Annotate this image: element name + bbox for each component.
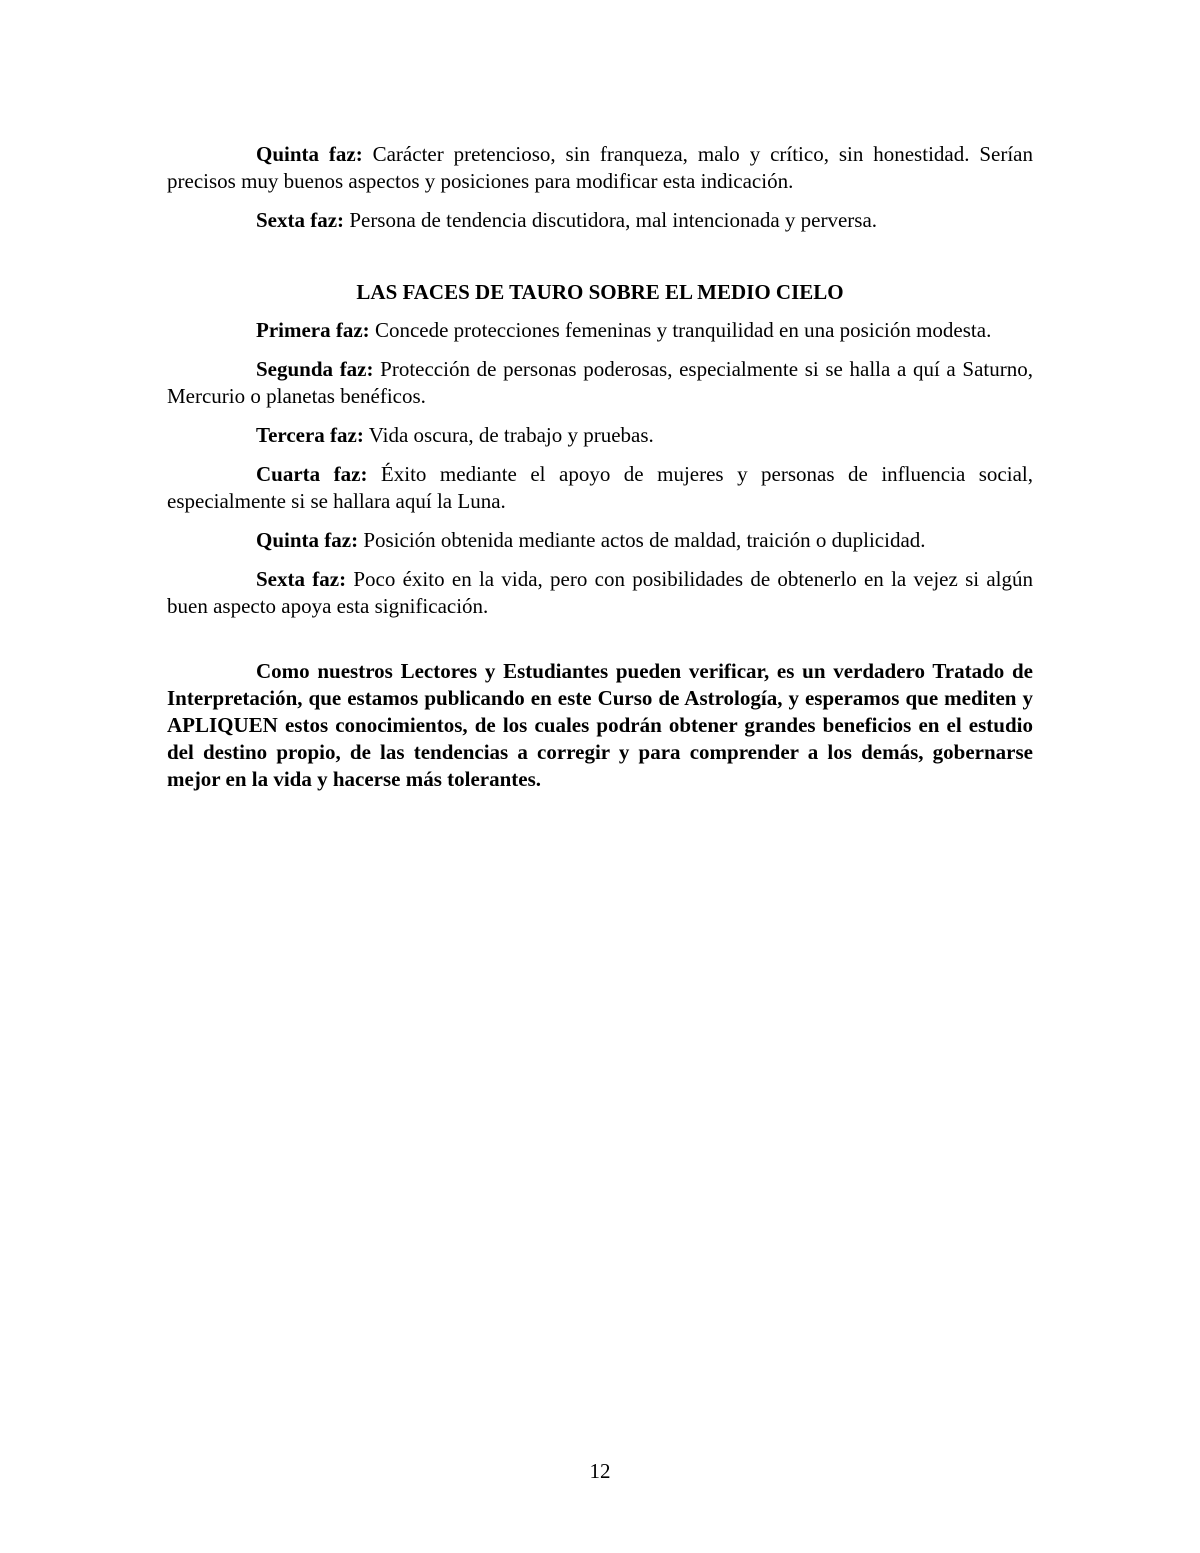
- paragraph-label: Sexta faz:: [256, 208, 345, 232]
- paragraph-sexta-faz-intro: [167, 207, 1033, 234]
- paragraph-label: Quinta faz:: [256, 528, 359, 552]
- section-heading: LAS FACES DE TAURO SOBRE EL MEDIO CIELO: [356, 280, 844, 304]
- paragraph-label: Cuarta faz:: [256, 462, 368, 486]
- paragraph-text: Posición obtenida mediante actos de maldad, traición o duplicidad.: [358, 528, 926, 552]
- paragraph-label: Quinta faz:: [256, 142, 363, 166]
- paragraph-tercera-faz: [167, 422, 1033, 449]
- closing-paragraph: Como nuestros Lectores y Estudiantes pueden verificar, es un verdadero Tratado de Interpretación, que estamos publicando en este Curso de Astrología, y esperamos que mediten y APLIQUEN estos conocimientos, de los cuales podrán obtener grandes beneficios en el estudio del destino propio, de las tendencias a corregir y para comprender a los demás, gobernarse mejor en la vida y hacerse más tolerantes.: [167, 659, 1033, 791]
- paragraph-sexta-faz: [167, 566, 1033, 620]
- paragraph-quinta-faz: [167, 527, 1033, 554]
- paragraph-text: Persona de tendencia discutidora, mal intencionada y perversa.: [344, 208, 878, 232]
- page-number: 12: [589, 1459, 611, 1483]
- paragraph-primera-faz: [167, 317, 1033, 344]
- paragraph-segunda-faz: [167, 356, 1033, 410]
- paragraph-label: Segunda faz:: [256, 357, 374, 381]
- paragraph-quinta-faz-intro: [167, 141, 1033, 195]
- paragraph-text: Éxito mediante el apoyo de mujeres y personas de influencia social, especialmente si se hallara aquí la Luna.: [167, 462, 1033, 513]
- paragraph-label: Primera faz:: [256, 318, 370, 342]
- paragraph-label: Sexta faz:: [256, 567, 347, 591]
- page-content: [167, 141, 1033, 793]
- paragraph-cuarta-faz: [167, 461, 1033, 515]
- paragraph-label: Tercera faz:: [256, 423, 364, 447]
- paragraph-text: Concede protecciones femeninas y tranquilidad en una posición modesta.: [369, 318, 992, 342]
- paragraph-text: Protección de personas poderosas, especialmente si se halla a quí a Saturno, Mercurio o planetas benéficos.: [167, 357, 1033, 408]
- paragraph-text: Vida oscura, de trabajo y pruebas.: [363, 423, 654, 447]
- paragraph-text: Carácter pretencioso, sin franqueza, malo y crítico, sin honestidad. Serían precisos muy buenos aspectos y posiciones para modificar esta indicación.: [167, 142, 1034, 193]
- paragraph-text: Poco éxito en la vida, pero con posibilidades de obtenerlo en la vejez si algún buen aspecto apoya esta significación.: [167, 567, 1033, 618]
